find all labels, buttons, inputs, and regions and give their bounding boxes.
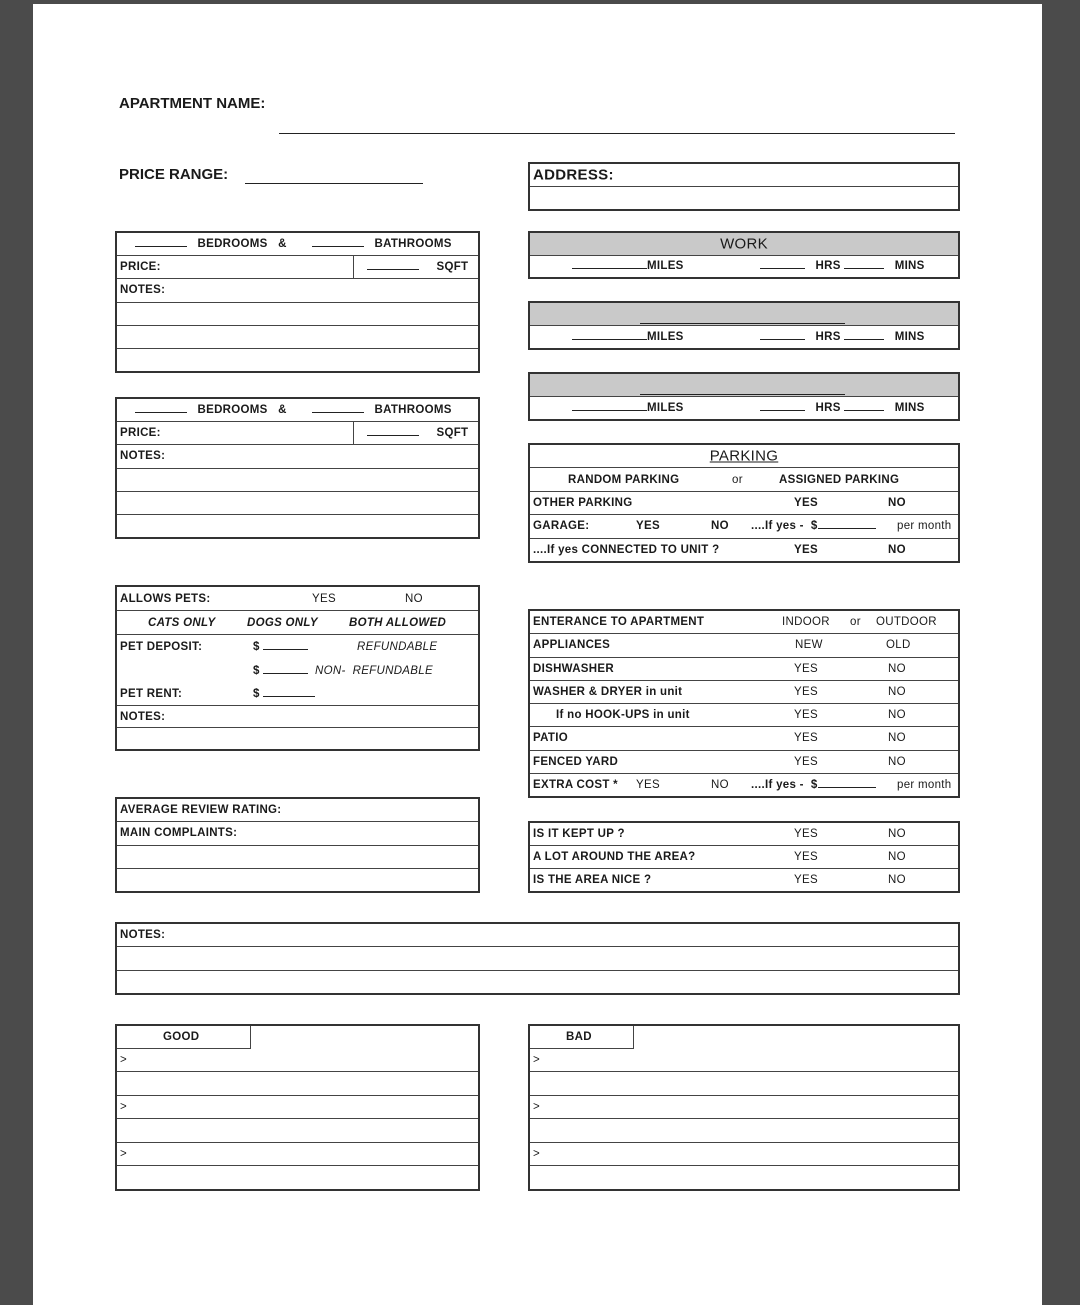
parking-title: PARKING (709, 447, 779, 465)
indoor-option: INDOOR (782, 616, 830, 629)
bathrooms-label: BATHROOMS (374, 404, 452, 417)
amenity-row (530, 634, 958, 657)
notes-box (115, 922, 960, 995)
area-label: IS IT KEPT UP ? (533, 828, 625, 840)
commute-box-3 (528, 372, 960, 421)
good-box (115, 1024, 480, 1191)
option-1: YES (794, 755, 818, 768)
dollar-sign: $ (810, 778, 818, 791)
notes-line[interactable] (117, 303, 478, 326)
good-item[interactable] (117, 1143, 478, 1167)
per-month-label: per month (897, 778, 952, 791)
dollar-sign: $ (810, 520, 818, 533)
good-line[interactable] (117, 1119, 478, 1143)
price-range-label: PRICE RANGE: (119, 166, 229, 183)
notes-line[interactable] (117, 515, 478, 537)
amenity-label: FENCED YARD (533, 755, 619, 768)
no-option: NO (888, 543, 906, 556)
notes-line[interactable] (117, 728, 478, 749)
yes-option: YES (794, 543, 818, 556)
both-allowed-option: BOTH ALLOWED (349, 616, 447, 629)
bathrooms-label: BATHROOMS (374, 238, 452, 251)
option-1: YES (794, 685, 818, 698)
commute-box-work (528, 231, 960, 279)
bad-line[interactable] (530, 1166, 958, 1189)
notes-line[interactable] (117, 326, 478, 349)
address-label: ADDRESS: (533, 166, 614, 184)
entrance-label: ENTERANCE TO APARTMENT (533, 616, 705, 629)
bullet-icon: > (533, 1053, 541, 1066)
amp: & (278, 404, 287, 417)
notes-label: NOTES: (120, 284, 166, 297)
bullet-icon: > (533, 1148, 541, 1161)
dogs-only-option: DOGS ONLY (247, 616, 318, 629)
bullet-icon: > (120, 1101, 128, 1114)
yes-option: YES (636, 778, 660, 791)
area-label: A LOT AROUND THE AREA? (533, 851, 696, 863)
if-yes-label: ....If yes - (751, 520, 804, 533)
yes-option: YES (636, 520, 660, 533)
area-label: IS THE AREA NICE ? (533, 874, 652, 886)
miles-label: MILES (647, 260, 684, 273)
allows-pets-label: ALLOWS PETS: (120, 592, 211, 605)
address-box (528, 162, 960, 211)
or-label: or (732, 473, 743, 486)
bad-item[interactable] (530, 1143, 958, 1167)
yes-option: YES (312, 592, 336, 605)
sqft-label: SQFT (436, 427, 469, 440)
mins-label: MINS (894, 260, 925, 273)
good-item[interactable] (117, 1049, 478, 1073)
no-option: NO (711, 778, 729, 791)
no-option: NO (711, 520, 729, 533)
option-1: YES (794, 732, 818, 745)
option-1: YES (794, 709, 818, 722)
good-line[interactable] (117, 1072, 478, 1096)
review-box (115, 797, 480, 893)
apartment-name-line[interactable] (279, 133, 955, 134)
option-2: OLD (886, 639, 911, 652)
work-title: WORK (720, 235, 768, 253)
good-item[interactable] (117, 1096, 478, 1120)
area-box (528, 821, 960, 893)
garage-label: GARAGE: (533, 520, 590, 533)
dollar-sign: $ (253, 641, 260, 653)
amenity-row (530, 658, 958, 681)
option-1: NEW (795, 639, 823, 652)
per-month-label: per month (897, 520, 952, 533)
good-label: GOOD (163, 1031, 200, 1044)
or-label: or (850, 616, 861, 629)
amenity-label: APPLIANCES (533, 639, 611, 652)
miles-label: MILES (647, 402, 684, 414)
amenities-box (528, 609, 960, 798)
amenity-label: If no HOOK-UPS in unit (556, 709, 690, 722)
notes-label: NOTES: (120, 929, 166, 942)
address-field[interactable] (530, 187, 958, 209)
random-parking: RANDOM PARKING (568, 473, 680, 486)
notes-line[interactable] (117, 947, 958, 970)
notes-line[interactable] (117, 469, 478, 492)
parking-box (528, 443, 960, 563)
amenity-row (530, 704, 958, 727)
bad-item[interactable] (530, 1049, 958, 1073)
if-yes-label: ....If yes - (751, 778, 804, 791)
price-range-line[interactable] (245, 183, 423, 184)
complaints-line[interactable] (117, 869, 478, 891)
pets-box (115, 585, 480, 751)
no-option: NO (888, 497, 906, 510)
yes-option: YES (794, 874, 818, 886)
bedrooms-label: BEDROOMS (197, 404, 268, 417)
area-row (530, 869, 958, 891)
area-row (530, 823, 958, 846)
apartment-name-label: APARTMENT NAME: (119, 95, 266, 112)
notes-line[interactable] (117, 492, 478, 515)
average-review-label: AVERAGE REVIEW RATING: (120, 804, 282, 817)
miles-label: MILES (647, 331, 684, 343)
connected-label: ....If yes CONNECTED TO UNIT ? (533, 543, 720, 556)
bedrooms-label: BEDROOMS (197, 238, 268, 251)
yes-option: YES (794, 851, 818, 863)
complaints-line[interactable] (117, 846, 478, 869)
mins-label: MINS (894, 402, 925, 414)
dollar-sign: $ (253, 688, 260, 700)
refundable-label: REFUNDABLE (352, 665, 433, 677)
pet-deposit-label: PET DEPOSIT: (120, 641, 203, 653)
option-2: NO (888, 685, 906, 698)
no-option: NO (888, 874, 906, 886)
assigned-parking: ASSIGNED PARKING (779, 473, 900, 486)
option-2: NO (888, 709, 906, 722)
other-parking: OTHER PARKING (533, 497, 633, 510)
no-option: NO (888, 851, 906, 863)
pet-rent-label: PET RENT: (120, 688, 183, 700)
outdoor-option: OUTDOOR (876, 616, 937, 629)
bad-box (528, 1024, 960, 1191)
commute-box-2 (528, 301, 960, 350)
option-2: NO (888, 662, 906, 675)
amenity-row (530, 727, 958, 750)
amenity-row (530, 681, 958, 704)
hrs-label: HRS (815, 260, 841, 273)
bad-line[interactable] (530, 1072, 958, 1096)
non-label: NON- (315, 665, 346, 677)
price-label: PRICE: (120, 427, 161, 440)
bad-item[interactable] (530, 1096, 958, 1120)
main-complaints-label: MAIN COMPLAINTS: (120, 827, 238, 840)
bullet-icon: > (120, 1053, 128, 1066)
amenity-row (530, 751, 958, 774)
no-option: NO (405, 592, 423, 605)
area-row (530, 846, 958, 869)
notes-line[interactable] (117, 349, 478, 371)
extra-cost-label: EXTRA COST * (533, 778, 618, 791)
amenity-label: DISHWASHER (533, 662, 614, 675)
notes-line[interactable] (117, 971, 958, 993)
bullet-icon: > (120, 1148, 128, 1161)
amenity-label: WASHER & DRYER in unit (533, 685, 683, 698)
refundable-label: REFUNDABLE (357, 641, 438, 653)
sqft-label: SQFT (436, 261, 469, 274)
amenity-label: PATIO (533, 732, 568, 745)
hrs-label: HRS (815, 402, 841, 414)
dollar-sign: $ (253, 665, 260, 677)
extra-cost-row (530, 774, 958, 796)
price-label: PRICE: (120, 261, 161, 274)
good-line[interactable] (117, 1166, 478, 1189)
yes-option: YES (794, 497, 818, 510)
amp: & (278, 238, 287, 251)
yes-option: YES (794, 828, 818, 840)
mins-label: MINS (894, 331, 925, 343)
option-2: NO (888, 755, 906, 768)
hrs-label: HRS (815, 331, 841, 343)
unit-box-1 (115, 231, 480, 373)
bad-label: BAD (566, 1031, 592, 1044)
option-2: NO (888, 732, 906, 745)
no-option: NO (888, 828, 906, 840)
notes-label: NOTES: (120, 450, 166, 463)
option-1: YES (794, 662, 818, 675)
bad-line[interactable] (530, 1119, 958, 1143)
cats-only-option: CATS ONLY (148, 616, 216, 629)
bullet-icon: > (533, 1101, 541, 1114)
notes-label: NOTES: (120, 710, 166, 723)
unit-box-2 (115, 397, 480, 539)
